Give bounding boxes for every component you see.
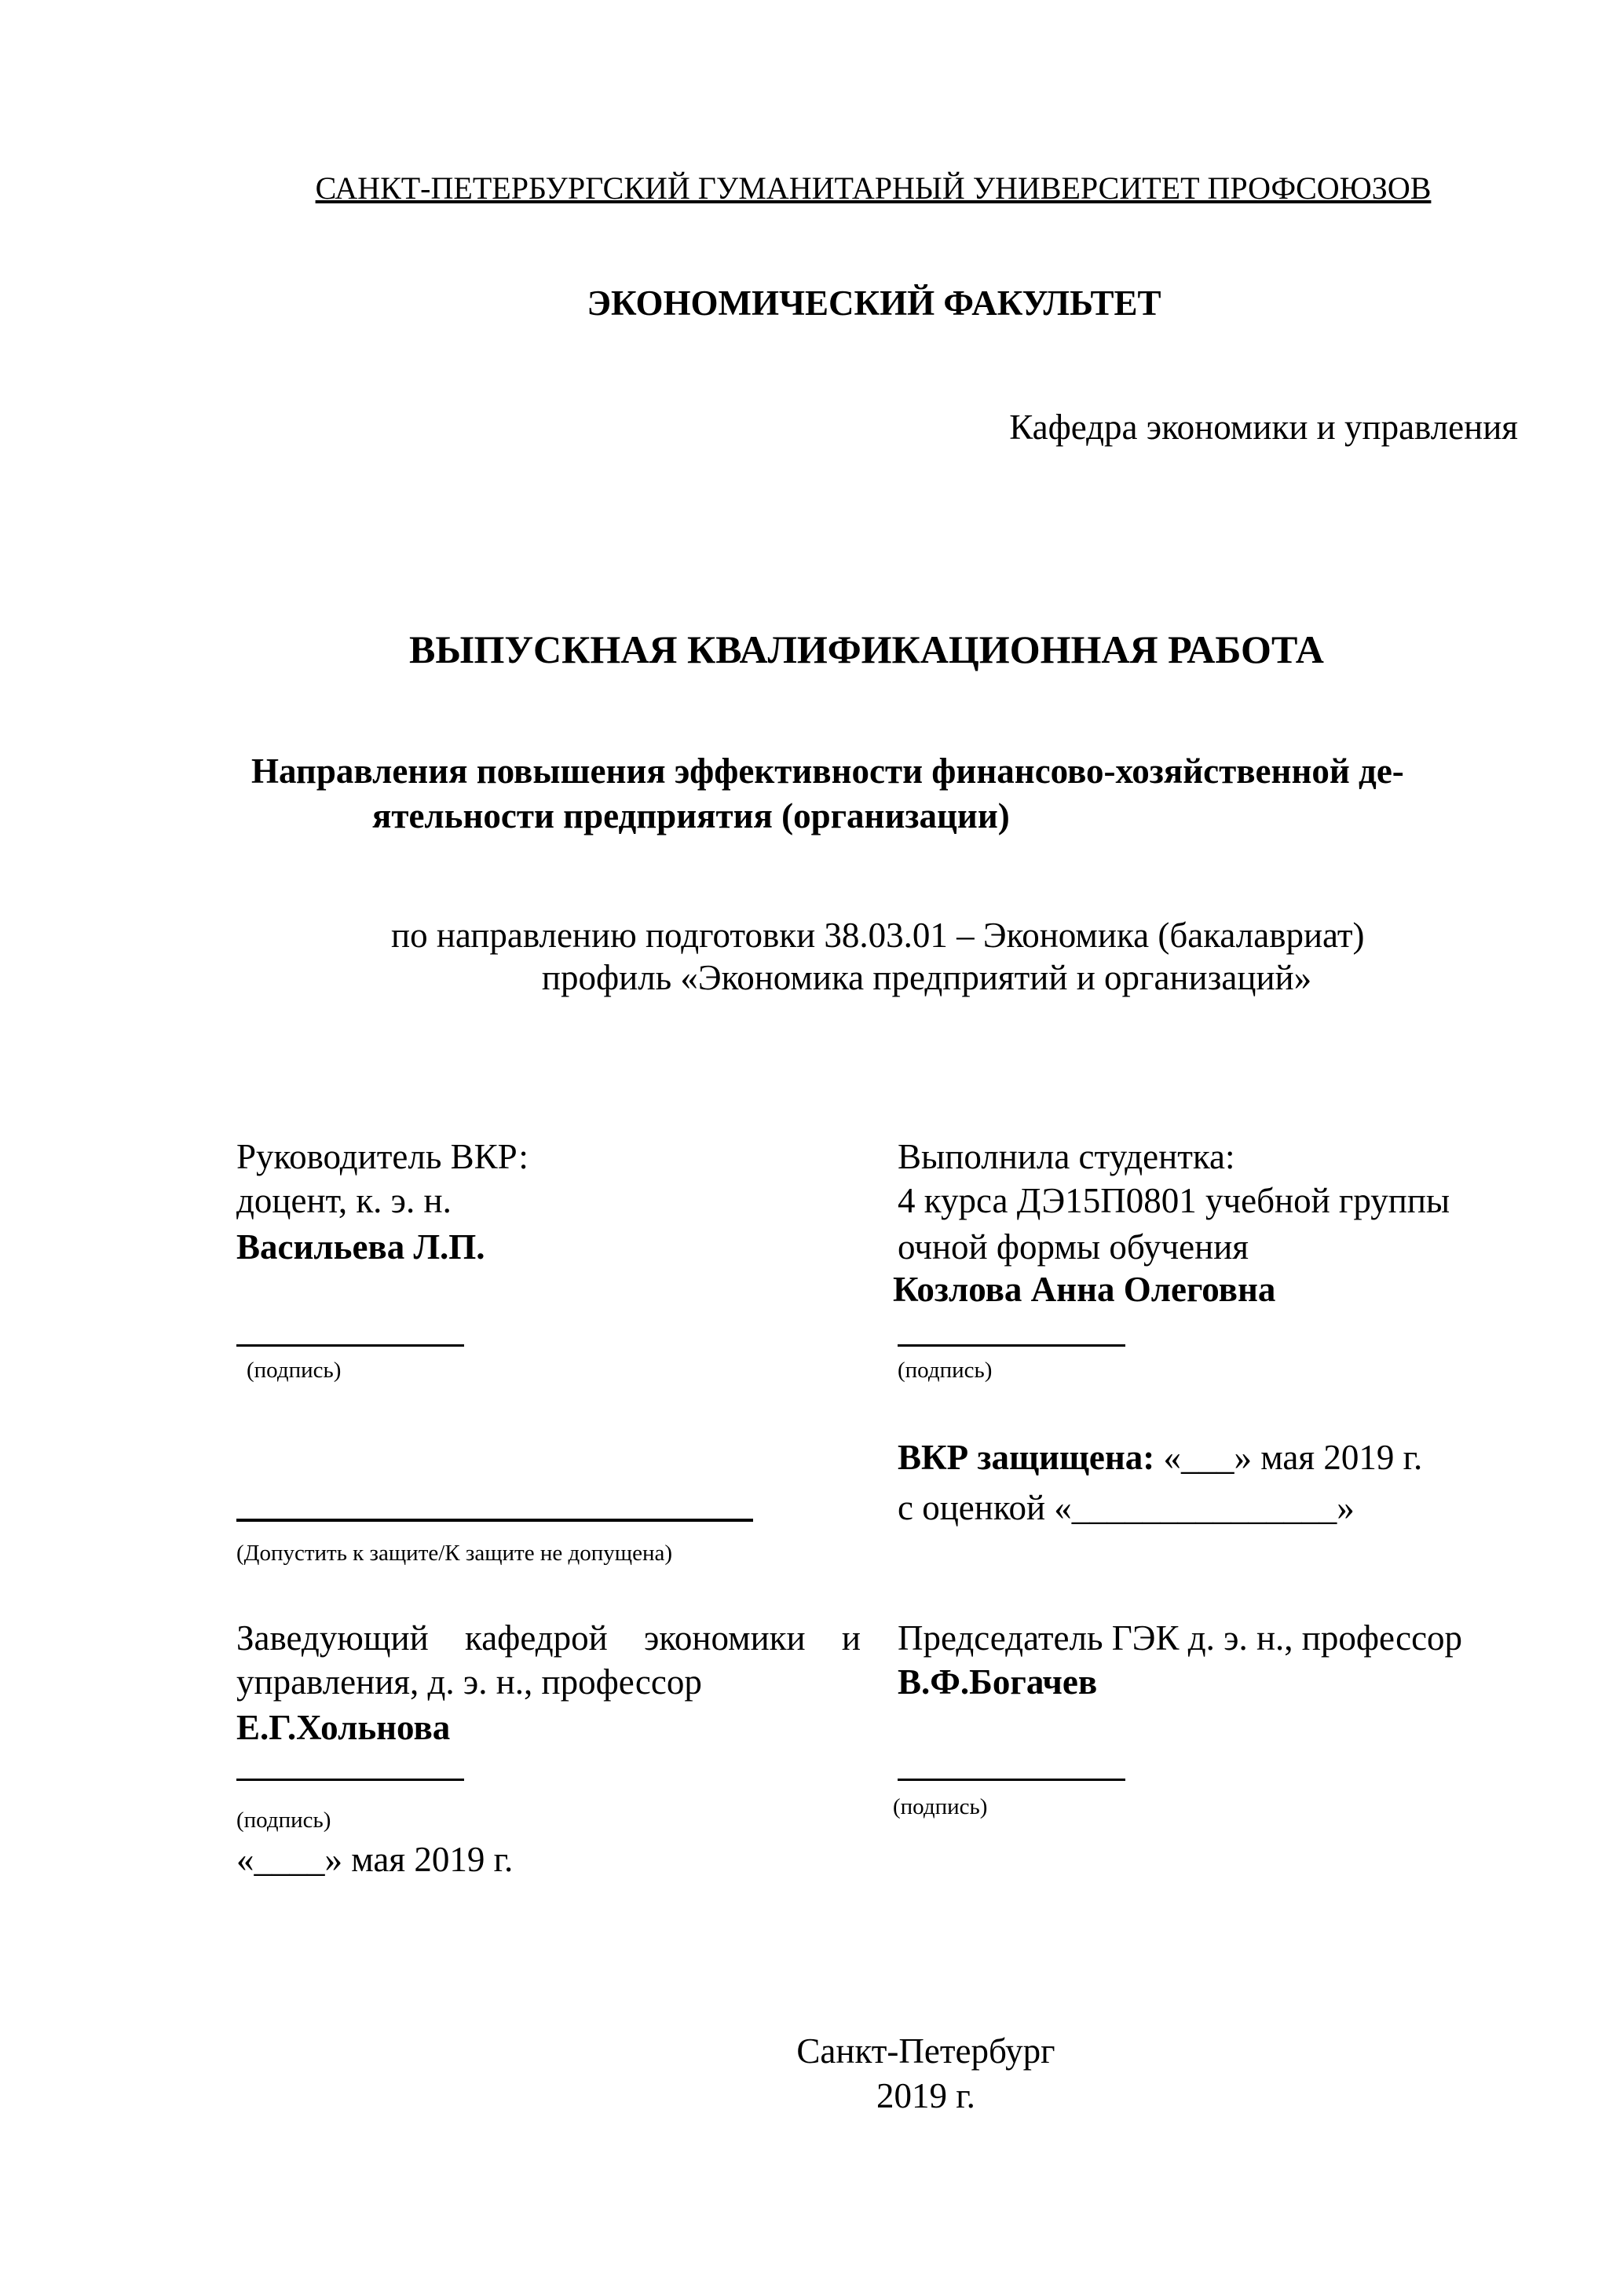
study-profile: профиль «Экономика предприятий и организаций» — [541, 958, 1312, 997]
department-name: Кафедра экономики и управления — [1009, 408, 1518, 447]
supervisor-signature-caption: (подпись) — [247, 1358, 342, 1383]
head-name: Е.Г.Хольнова — [236, 1708, 451, 1747]
head-signature-date: «____» мая 2019 г. — [236, 1840, 514, 1879]
student-study-form: очной формы обучения — [898, 1227, 1249, 1267]
university-name: САНКТ-ПЕТЕРБУРГСКИЙ ГУМАНИТАРНЫЙ УНИВЕРСИТЕТ ПРОФСОЮЗОВ — [315, 170, 1432, 206]
footer-city: Санкт-Петербург — [796, 2031, 1055, 2071]
student-group: 4 курса ДЭ15П0801 учебной группы — [898, 1181, 1450, 1220]
defense-grade: с оценкой «_______________» — [898, 1488, 1355, 1527]
chair-title: Председатель ГЭК д. э. н., профессор — [898, 1618, 1463, 1658]
chair-signature-caption: (подпись) — [893, 1794, 988, 1819]
topic-line-1: Направления повышения эффективности финансово-хозяйственной де- — [251, 751, 1404, 791]
topic-line-2: ятельности предприятия (организации) — [372, 796, 1010, 835]
head-title-line-2: управления, д. э. н., профессор — [236, 1662, 702, 1702]
supervisor-name: Васильева Л.П. — [236, 1227, 485, 1267]
footer-year: 2019 г. — [876, 2076, 975, 2115]
student-signature-line — [898, 1344, 1125, 1347]
document-type-title: ВЫПУСКНАЯ КВАЛИФИКАЦИОННАЯ РАБОТА — [409, 627, 1324, 671]
faculty-name: ЭКОНОМИЧЕСКИЙ ФАКУЛЬТЕТ — [587, 283, 1161, 323]
defended-date: «___» мая 2019 г. — [1154, 1438, 1423, 1477]
admission-decision-line — [236, 1519, 753, 1522]
admission-caption: (Допустить к защите/К защите не допущена) — [236, 1541, 673, 1566]
study-direction: по направлению подготовки 38.03.01 – Экономика (бакалавриат) — [391, 916, 1365, 955]
student-label: Выполнила студентка: — [898, 1137, 1235, 1176]
student-signature-caption: (подпись) — [898, 1358, 993, 1383]
chair-name: В.Ф.Богачев — [898, 1662, 1098, 1702]
head-signature-caption: (подпись) — [236, 1808, 331, 1833]
head-signature-line — [236, 1779, 464, 1781]
head-title-line-1: Заведующий кафедрой экономики и — [236, 1618, 861, 1658]
supervisor-signature-line — [236, 1344, 464, 1347]
student-name: Козлова Анна Олеговна — [893, 1270, 1276, 1309]
defense-status — [898, 1435, 1422, 1479]
supervisor-label: Руководитель ВКР: — [236, 1137, 529, 1176]
chair-signature-line — [898, 1779, 1125, 1781]
defended-label: ВКР защищена: — [898, 1438, 1155, 1477]
supervisor-degree: доцент, к. э. н. — [236, 1181, 452, 1220]
